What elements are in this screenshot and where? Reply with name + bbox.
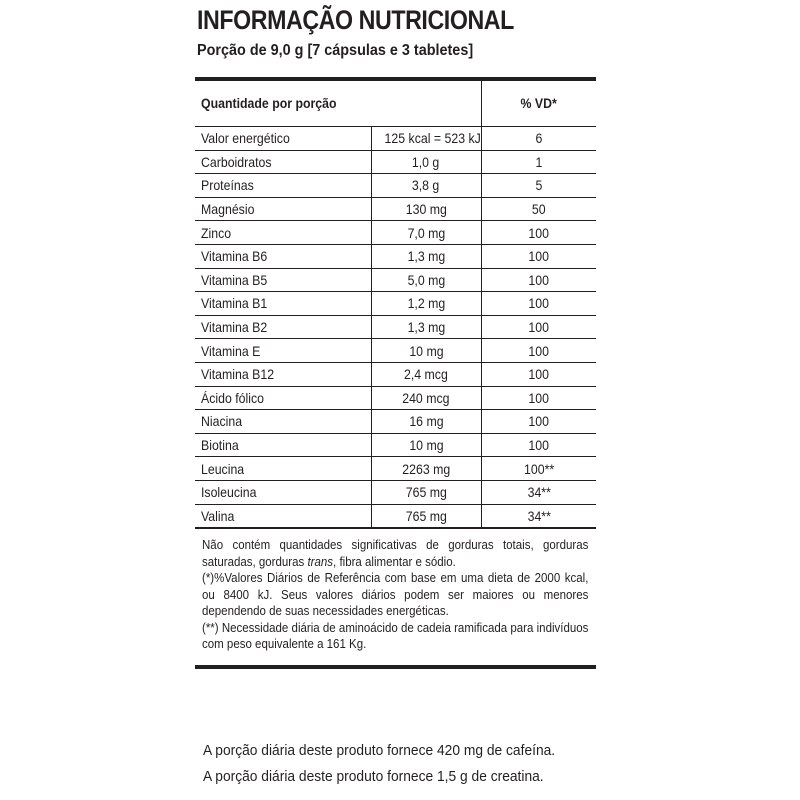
table-row (195, 174, 596, 198)
table-row (195, 480, 596, 504)
nutrient-vd: 100 (481, 339, 596, 363)
nutrient-vd: 100** (481, 457, 596, 481)
nutrient-amount: 240 mcg (371, 386, 481, 410)
nutrient-amount: 16 mg (371, 410, 481, 434)
nutrient-name: Leucina (195, 457, 371, 481)
nutrient-amount: 10 mg (371, 339, 481, 363)
nutrient-vd: 34** (481, 480, 596, 504)
nutrient-amount: 3,8 g (371, 174, 481, 198)
nutrient-amount: 10 mg (371, 433, 481, 457)
nutrient-amount: 1,3 mg (371, 315, 481, 339)
nutrient-amount: 125 kcal = 523 kJ (371, 127, 481, 151)
table-row (195, 127, 596, 151)
nutrition-table (195, 81, 596, 528)
nutrient-name: Proteínas (195, 174, 371, 198)
table-row (195, 457, 596, 481)
nutrient-name: Carboidratos (195, 150, 371, 174)
table-row (195, 221, 596, 245)
nutrient-name: Vitamina E (195, 339, 371, 363)
nutrient-name: Vitamina B1 (195, 292, 371, 316)
nutrient-vd: 100 (481, 433, 596, 457)
portion-size: Porção de 9,0 g [7 cápsulas e 3 tabletes] (197, 42, 474, 59)
nutrition-panel (195, 77, 596, 669)
nutrient-vd: 100 (481, 244, 596, 268)
nutrient-vd: 34** (481, 504, 596, 528)
page-title: INFORMAÇÃO NUTRICIONAL (197, 5, 514, 35)
nutrient-amount: 2,4 mcg (371, 362, 481, 386)
header-quantity-label: Quantidade por porção (195, 81, 481, 127)
caffeine-note: A porção diária deste produto fornece 420 mg de cafeína. (203, 742, 556, 759)
footnote-not-significant: Não contém quantidades significativas de gorduras totais, gorduras saturadas, gorduras trans, fibra alimentar e sódio. (202, 538, 589, 569)
nutrient-name: Valina (195, 504, 371, 528)
nutrient-vd: 100 (481, 362, 596, 386)
nutrient-vd: 5 (481, 174, 596, 198)
nutrient-vd: 50 (481, 197, 596, 221)
nutrient-vd: 100 (481, 410, 596, 434)
nutrient-name: Vitamina B5 (195, 268, 371, 292)
nutrient-amount: 7,0 mg (371, 221, 481, 245)
nutrient-vd: 100 (481, 315, 596, 339)
table-row (195, 150, 596, 174)
table-header-row (195, 81, 596, 127)
nutrient-amount: 765 mg (371, 480, 481, 504)
table-row (195, 292, 596, 316)
nutrient-vd: 100 (481, 268, 596, 292)
table-row (195, 244, 596, 268)
footnote-amino-acids: (**) Necessidade diária de aminoácido de cadeia ramificada para indivíduos com peso equivalente a 161 Kg. (202, 620, 589, 652)
nutrient-name: Biotina (195, 433, 371, 457)
table-row (195, 504, 596, 528)
nutrient-amount: 1,3 mg (371, 244, 481, 268)
nutrient-name: Magnésio (195, 197, 371, 221)
table-row (195, 315, 596, 339)
nutrient-name: Valor energético (195, 127, 371, 151)
nutrient-name: Zinco (195, 221, 371, 245)
nutrient-name: Vitamina B6 (195, 244, 371, 268)
nutrient-vd: 6 (481, 127, 596, 151)
nutrient-amount: 1,0 g (371, 150, 481, 174)
nutrient-vd: 100 (481, 386, 596, 410)
nutrient-vd: 1 (481, 150, 596, 174)
nutrient-vd: 100 (481, 292, 596, 316)
nutrient-name: Isoleucina (195, 480, 371, 504)
table-row (195, 268, 596, 292)
table-row (195, 197, 596, 221)
nutrient-vd: 100 (481, 221, 596, 245)
table-row (195, 362, 596, 386)
nutrient-amount: 130 mg (371, 197, 481, 221)
nutrient-amount: 1,2 mg (371, 292, 481, 316)
nutrient-name: Vitamina B2 (195, 315, 371, 339)
header-vd-label: % VD* (481, 81, 596, 127)
nutrient-amount: 2263 mg (371, 457, 481, 481)
creatine-note: A porção diária deste produto fornece 1,5 g de creatina. (203, 768, 544, 785)
table-row (195, 339, 596, 363)
nutrient-name: Niacina (195, 410, 371, 434)
nutrient-name: Ácido fólico (195, 386, 371, 410)
table-row (195, 410, 596, 434)
nutrient-name: Vitamina B12 (195, 362, 371, 386)
table-row (195, 386, 596, 410)
footnote-daily-values: (*)%Valores Diários de Referência com base em uma dieta de 2000 kcal, ou 8400 kJ. Seus valores diários podem ser maiores ou menores dependendo de suas necessidades energéticas. (202, 571, 589, 619)
nutrient-amount: 765 mg (371, 504, 481, 528)
nutrient-amount: 5,0 mg (371, 268, 481, 292)
footnotes (195, 528, 596, 665)
table-row (195, 433, 596, 457)
